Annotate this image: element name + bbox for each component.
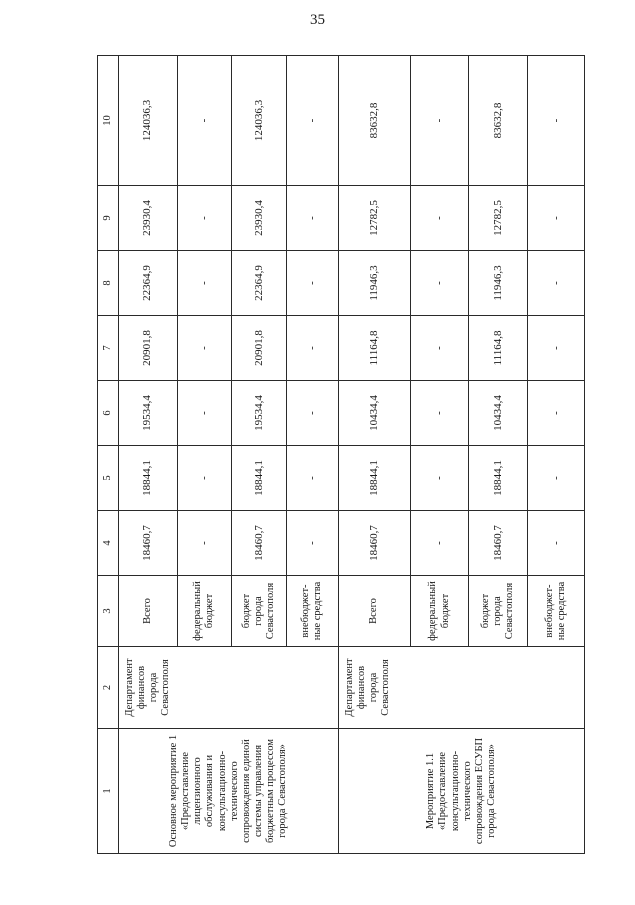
value-cell: - xyxy=(286,56,339,186)
col-header: 5 xyxy=(98,446,119,511)
value-cell: - xyxy=(528,186,585,251)
value-cell: 18460,7 xyxy=(119,511,178,576)
value-cell: 20901,8 xyxy=(119,316,178,381)
funding-source: федеральный бюджет xyxy=(410,576,469,647)
budget-table xyxy=(97,55,585,854)
value-cell: 124036,3 xyxy=(119,56,178,186)
value-cell: - xyxy=(177,251,232,316)
value-cell: - xyxy=(177,381,232,446)
funding-source: внебюджет-ные средства xyxy=(528,576,585,647)
measure-name: Мероприятие 1.1 «Предоставление консультационно-технического сопровождения ЕСУБП города Севастополя» xyxy=(339,729,585,854)
value-cell: - xyxy=(410,251,469,316)
page-number: 35 xyxy=(310,12,325,28)
col-header: 2 xyxy=(98,647,119,729)
col-header: 4 xyxy=(98,511,119,576)
value-cell: - xyxy=(528,381,585,446)
value-cell: - xyxy=(410,186,469,251)
value-cell: 22364,9 xyxy=(119,251,178,316)
value-cell: 83632,8 xyxy=(339,56,410,186)
value-cell: 18844,1 xyxy=(469,446,528,511)
value-cell: - xyxy=(528,446,585,511)
col-header: 8 xyxy=(98,251,119,316)
value-cell: - xyxy=(410,381,469,446)
measure-name: Основное мероприятие 1 «Предоставление лицензионного обслуживания и консультационно-технического сопровождения единой системы управления бюджетным процессом города Севастополя» xyxy=(119,729,339,854)
value-cell: 19534,4 xyxy=(232,381,287,446)
table-row xyxy=(119,56,178,854)
value-cell: 18844,1 xyxy=(339,446,410,511)
value-cell: - xyxy=(410,511,469,576)
value-cell: - xyxy=(286,381,339,446)
col-header: 10 xyxy=(98,56,119,186)
col-header: 3 xyxy=(98,576,119,647)
value-cell: 23930,4 xyxy=(119,186,178,251)
value-cell: - xyxy=(177,186,232,251)
value-cell: - xyxy=(286,511,339,576)
value-cell: 11946,3 xyxy=(469,251,528,316)
col-header: 1 xyxy=(98,729,119,854)
value-cell: 11164,8 xyxy=(469,316,528,381)
table-row xyxy=(339,56,410,854)
value-cell: - xyxy=(286,316,339,381)
value-cell: 18844,1 xyxy=(119,446,178,511)
executor-continued xyxy=(177,647,339,729)
funding-source: внебюджет-ные средства xyxy=(286,576,339,647)
value-cell: 18460,7 xyxy=(339,511,410,576)
value-cell: - xyxy=(177,56,232,186)
value-cell: 22364,9 xyxy=(232,251,287,316)
col-header: 7 xyxy=(98,316,119,381)
value-cell: - xyxy=(286,186,339,251)
funding-source: бюджет города Севастополя xyxy=(469,576,528,647)
value-cell: 18460,7 xyxy=(232,511,287,576)
value-cell: 19534,4 xyxy=(119,381,178,446)
value-cell: - xyxy=(528,56,585,186)
value-cell: - xyxy=(177,446,232,511)
value-cell: 23930,4 xyxy=(232,186,287,251)
value-cell: 124036,3 xyxy=(232,56,287,186)
value-cell: 18460,7 xyxy=(469,511,528,576)
value-cell: 10434,4 xyxy=(339,381,410,446)
value-cell: 11164,8 xyxy=(339,316,410,381)
funding-source: Всего xyxy=(339,576,410,647)
value-cell: - xyxy=(528,251,585,316)
value-cell: - xyxy=(528,316,585,381)
value-cell: 12782,5 xyxy=(339,186,410,251)
value-cell: 20901,8 xyxy=(232,316,287,381)
value-cell: - xyxy=(177,511,232,576)
funding-source: бюджет города Севастополя xyxy=(232,576,287,647)
value-cell: - xyxy=(286,251,339,316)
funding-source: федеральный бюджет xyxy=(177,576,232,647)
rotated-table-wrapper xyxy=(97,56,585,854)
header-row xyxy=(98,56,119,854)
executor-continued xyxy=(410,647,584,729)
executor: Департамент финансов города Севастополя xyxy=(119,647,178,729)
funding-source: Всего xyxy=(119,576,178,647)
value-cell: 83632,8 xyxy=(469,56,528,186)
col-header: 9 xyxy=(98,186,119,251)
value-cell: - xyxy=(528,511,585,576)
executor: Департамент финансов города Севастополя xyxy=(339,647,410,729)
col-header: 6 xyxy=(98,381,119,446)
value-cell: - xyxy=(177,316,232,381)
value-cell: 18844,1 xyxy=(232,446,287,511)
value-cell: - xyxy=(410,56,469,186)
value-cell: 12782,5 xyxy=(469,186,528,251)
value-cell: - xyxy=(410,316,469,381)
value-cell: 10434,4 xyxy=(469,381,528,446)
value-cell: - xyxy=(410,446,469,511)
value-cell: 11946,3 xyxy=(339,251,410,316)
value-cell: - xyxy=(286,446,339,511)
